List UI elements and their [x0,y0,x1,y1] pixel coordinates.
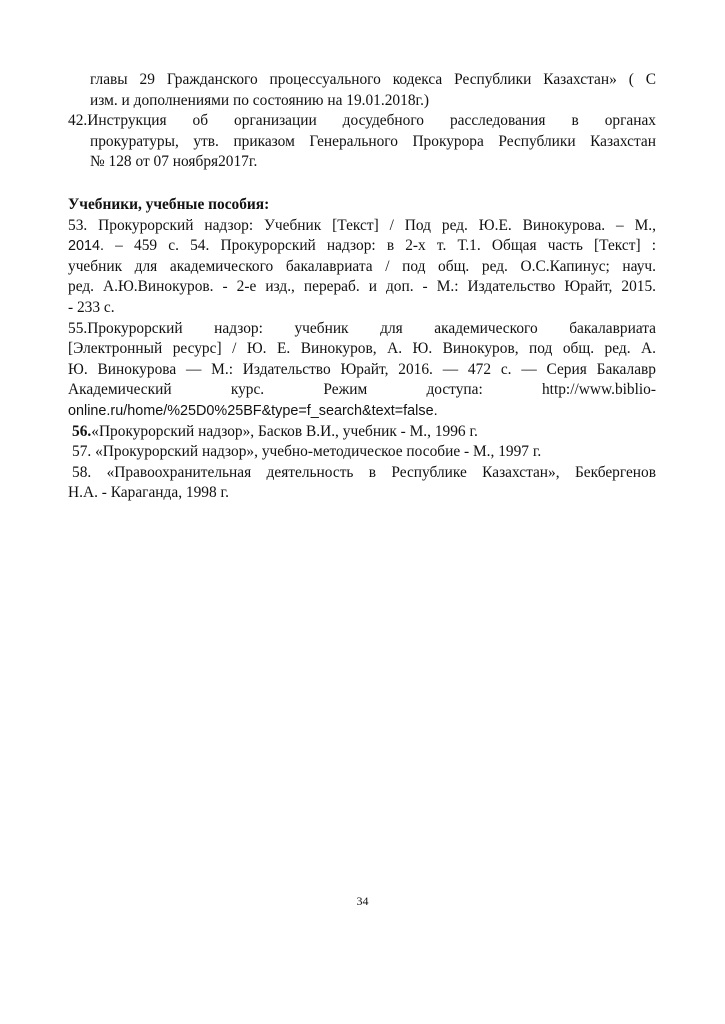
text-line: [Электронный ресурс] / Ю. Е. Винокуров, А. Ю. Винокуров, под общ. ред. А. [68,340,656,358]
line-text: «Прокурорский надзор», Басков В.И., учебник - М., 1996 г. [91,422,478,440]
list-item-55: 55.Прокурорский надзор: учебник для академического бакалавриата [68,319,656,337]
page-number: 34 [356,894,369,908]
text-line: изм. и дополнениями по состоянию на 19.01.2018г.) [90,91,430,109]
url-text: online.ru/home/%25D0%25BF&type=f_search&text=false. [68,402,438,419]
text-line: Ю. Винокурова — М.: Издательство Юрайт, 2016. — 472 с. — Серия Бакалавр [68,360,656,378]
document-body [68,70,656,504]
list-item-53: 53. Прокурорский надзор: Учебник [Текст] / Под ред. Ю.Е. Винокурова. – М., [68,216,656,234]
year-text: 2014. [68,238,105,255]
text-line: Н.А. - Караганда, 1998 г. [68,484,229,502]
section-heading: Учебники, учебные пособия: [68,195,270,213]
text-line: главы 29 Гражданского процессуального кодекса Республики Казахстан» ( С [90,71,656,88]
text-line: прокуратуры, утв. приказом Генерального Прокурора Республики Казахстан [90,132,656,150]
text-line: Академический курс. Режим доступа: http://www.biblio- [68,381,656,399]
list-item-56 [68,422,656,443]
line-text: – 459 с. 54. Прокурорский надзор: в 2-х т. Т.1. Общая часть [Текст] : [104,237,656,255]
text-line: учебник для академического бакалавриата / под общ. ред. О.С.Капинус; науч. [68,257,656,275]
text-line [68,236,656,257]
list-item-58: 58. «Правоохранительная деятельность в Республике Казахстан», Бекбергенов [72,463,656,481]
text-line: № 128 от 07 ноября2017г. [90,153,258,171]
spacer [68,173,656,195]
text-line: - 233 с. [68,298,115,316]
list-item-42: 42.Инструкция об организации досудебного расследования в органах [68,112,656,130]
list-item-57: 57. «Прокурорский надзор», учебно-методическое пособие - М., 1997 г. [72,443,542,461]
text-line: ред. А.Ю.Винокуров. - 2-е изд., перераб. и доп. - М.: Издательство Юрайт, 2015. [68,278,656,296]
item-number: 56. [72,422,92,440]
